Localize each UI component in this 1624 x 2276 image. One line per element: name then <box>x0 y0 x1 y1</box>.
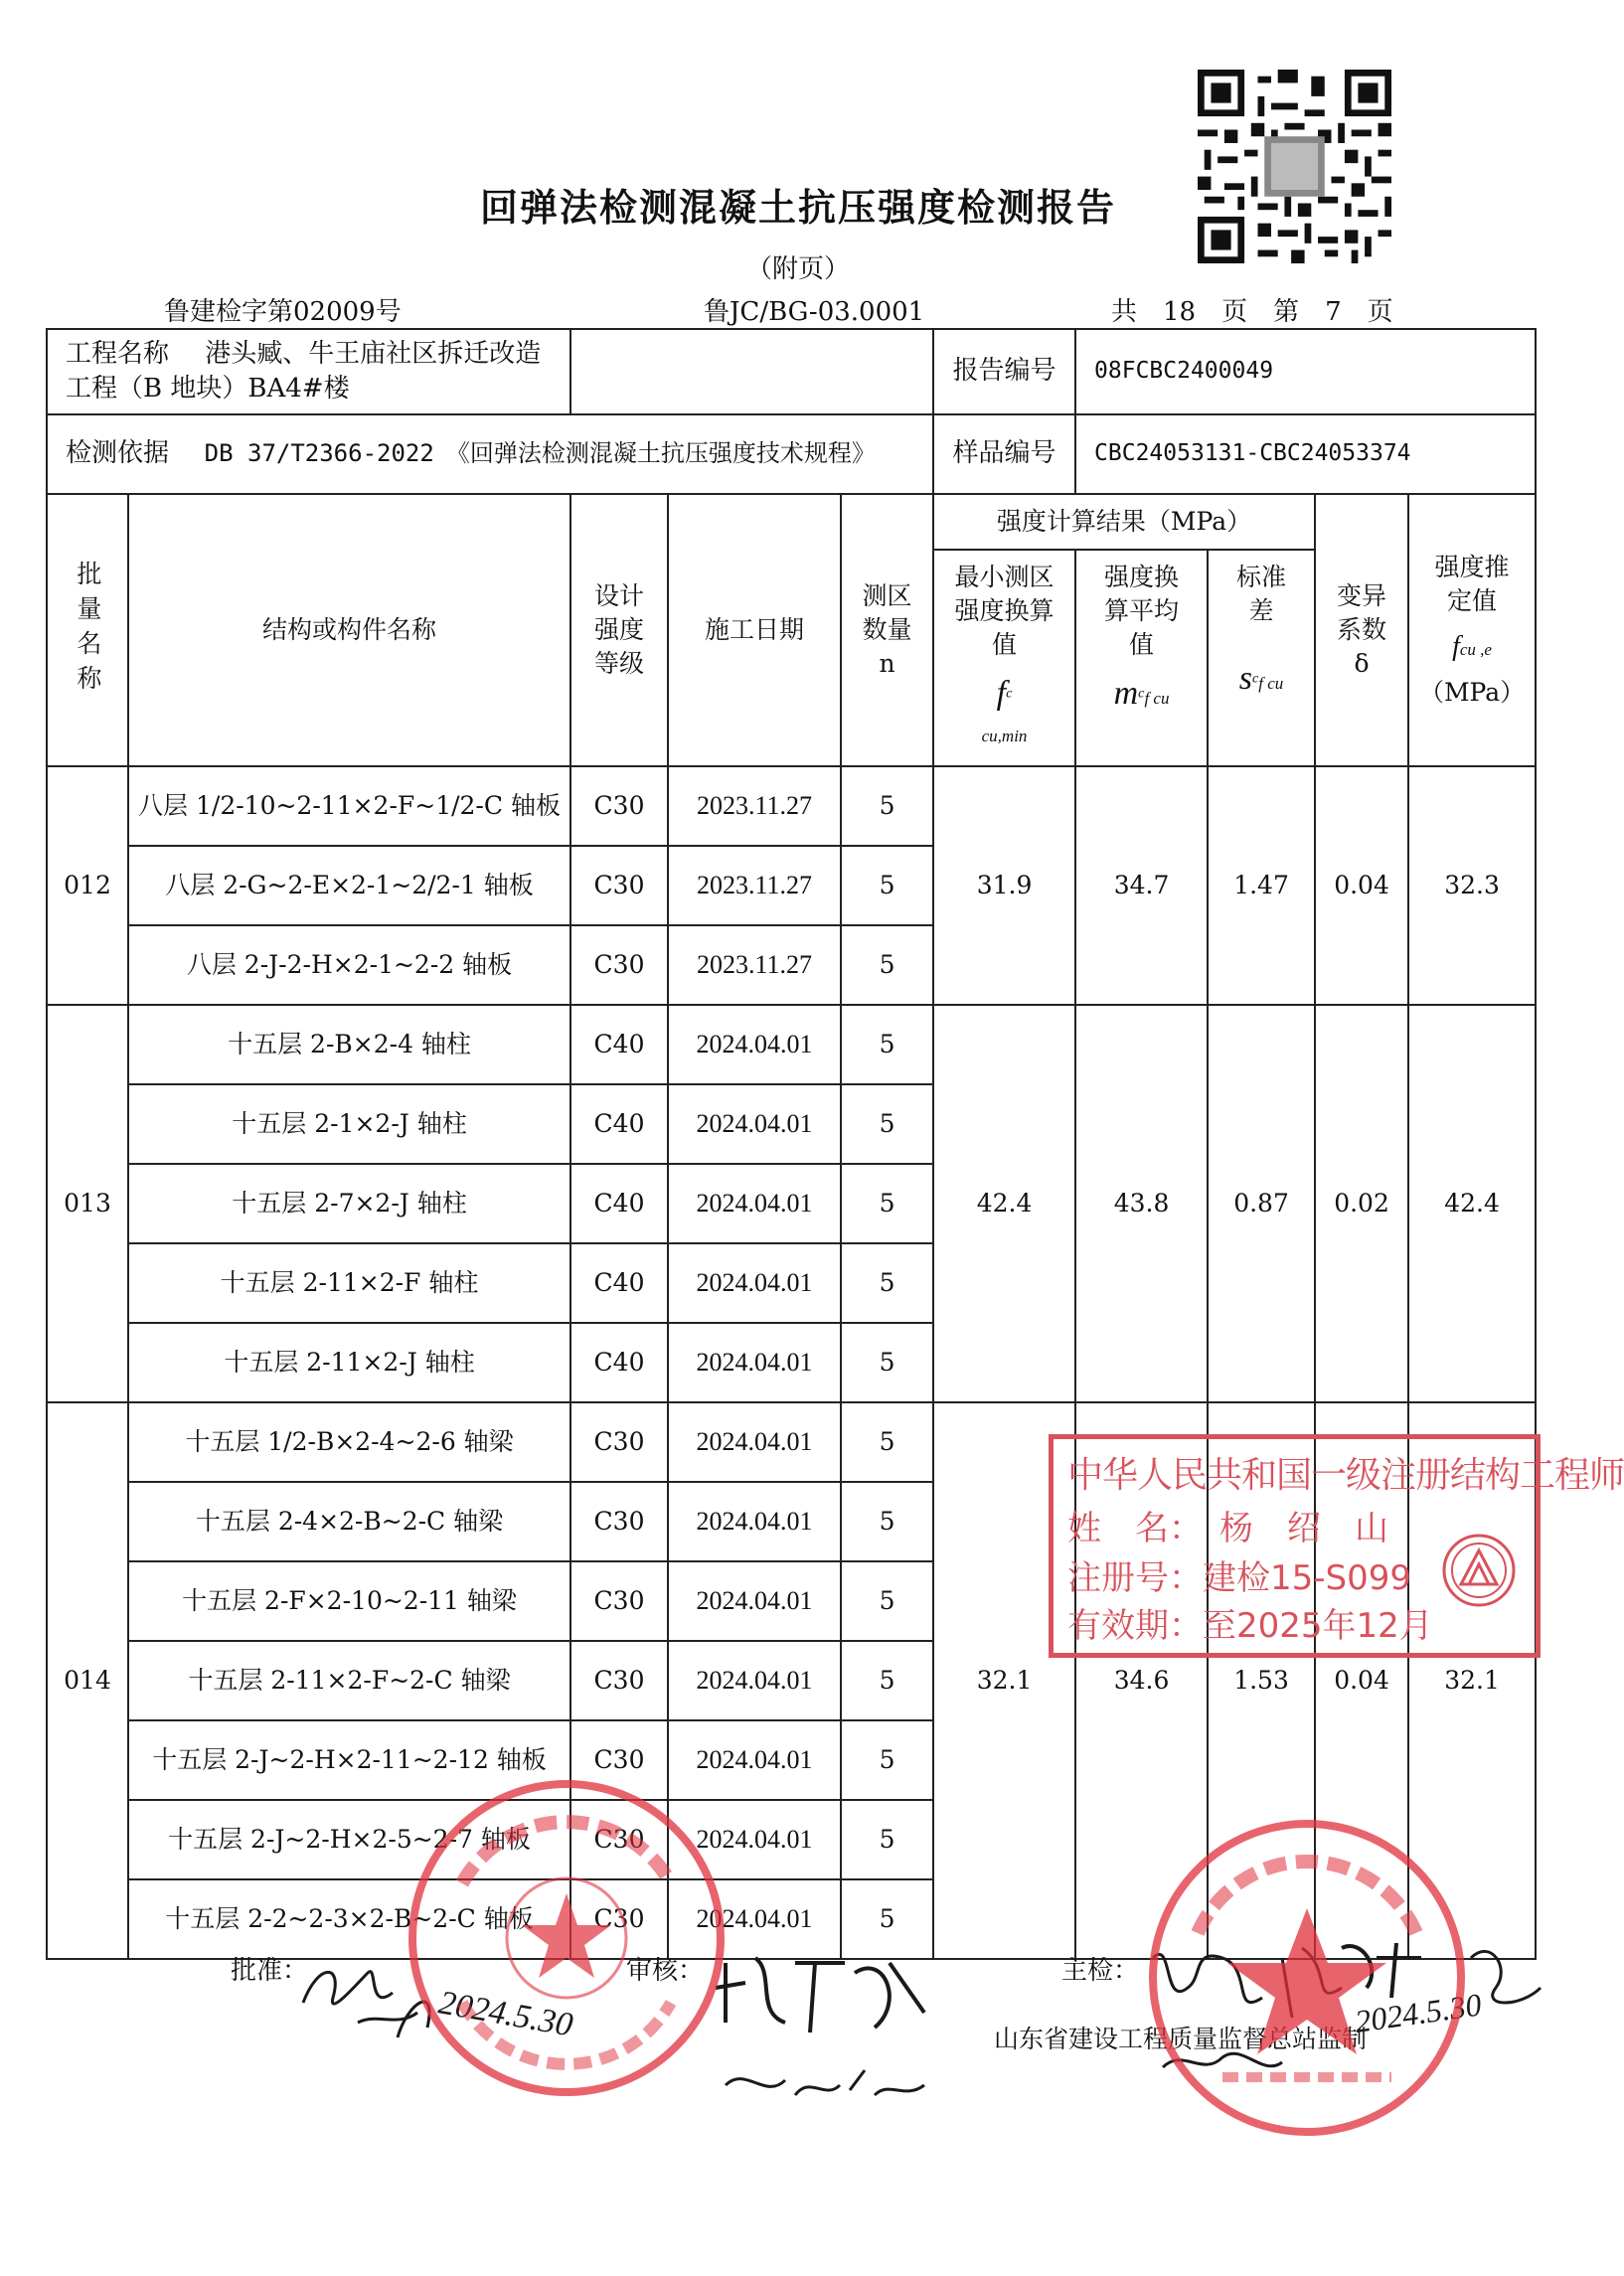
std-dev-cell: 1.47 <box>1208 766 1315 1005</box>
engineering-quality-seal <box>1143 1814 1471 2142</box>
estimated-strength-cell: 42.4 <box>1408 1005 1536 1402</box>
form-code: 鲁JC/BG-03.0001 <box>704 297 925 327</box>
min-strength-cell: 32.1 <box>933 1402 1075 1959</box>
basis-label: 检测依据 <box>66 438 170 469</box>
zones-cell: 5 <box>841 1879 933 1959</box>
col-grade-header: 设计强度等级 <box>570 494 668 766</box>
col-min-header: 最小测区强度换算值 <box>954 563 1055 659</box>
date-cell: 2024.04.01 <box>668 1084 841 1164</box>
cov-cell: 0.02 <box>1315 1005 1408 1402</box>
grade-cell: C30 <box>570 1879 668 1959</box>
grade-cell: C40 <box>570 1084 668 1164</box>
date-cell: 2024.04.01 <box>668 1720 841 1800</box>
zones-cell: 5 <box>841 1641 933 1720</box>
zones-cell: 5 <box>841 925 933 1005</box>
col-min-symbol: $f^c$ cu,min <box>981 675 1028 746</box>
member-name-cell: 十五层 2-2~2-3×2-B~2-C 轴板 <box>128 1879 570 1959</box>
reviewer-date-mark <box>716 2045 954 2115</box>
report-table <box>46 328 1537 1960</box>
approve-label: 批准： <box>231 1956 309 1986</box>
min-strength-cell: 31.9 <box>933 766 1075 1005</box>
grade-cell: C40 <box>570 1005 668 1084</box>
member-name-cell: 十五层 2-J~2-H×2-5~2-7 轴板 <box>128 1800 570 1879</box>
reviewer-signature <box>716 1943 934 2042</box>
footer-text: 山东省建设工程质量监督总站监制 <box>994 2025 1368 2053</box>
cert-number: 鲁建检字第02009号 <box>164 297 402 327</box>
member-name-cell: 十五层 2-11×2-F 轴柱 <box>128 1243 570 1323</box>
date-cell: 2023.11.27 <box>668 766 841 846</box>
engineer-stamp-title: 中华人民共和国一级注册结构工程师 <box>1067 1455 1624 1496</box>
member-name-cell: 十五层 2-7×2-J 轴柱 <box>128 1164 570 1243</box>
std-dev-cell: 0.87 <box>1208 1005 1315 1402</box>
member-name-cell: 八层 2-J-2-H×2-1~2-2 轴板 <box>128 925 570 1005</box>
date-cell: 2023.11.27 <box>668 925 841 1005</box>
col-cov-header: 变异系数δ <box>1315 494 1408 766</box>
sample-no-value: CBC24053131-CBC24053374 <box>1075 414 1536 494</box>
mean-strength-cell: 34.7 <box>1075 766 1208 1005</box>
member-name-cell: 十五层 2-1×2-J 轴柱 <box>128 1084 570 1164</box>
grade-cell: C30 <box>570 1720 668 1800</box>
basis-value: DB 37/T2366-2022 《回弹法检测混凝土抗压强度技术规程》 <box>204 439 876 468</box>
grade-cell: C30 <box>570 1482 668 1561</box>
col-batch-header: 批量名称 <box>47 494 128 766</box>
testing-station-seal <box>403 1774 731 2102</box>
date-cell: 2024.04.01 <box>668 1641 841 1720</box>
zones-cell: 5 <box>841 846 933 925</box>
date-cell: 2024.04.01 <box>668 1879 841 1959</box>
engineer-stamp-valid: 有效期：至2025年12月 <box>1067 1606 1433 1646</box>
col-zones-header: 测区数量n <box>841 494 933 766</box>
batch-name-cell: 014 <box>47 1402 128 1959</box>
member-name-cell: 十五层 1/2-B×2-4~2-6 轴梁 <box>128 1402 570 1482</box>
engineer-stamp-reg: 注册号：建检15-S099 <box>1067 1558 1412 1598</box>
date-cell: 2024.04.01 <box>668 1243 841 1323</box>
grade-cell: C40 <box>570 1323 668 1402</box>
member-name-cell: 十五层 2-F×2-10~2-11 轴梁 <box>128 1561 570 1641</box>
date-cell: 2024.04.01 <box>668 1164 841 1243</box>
zones-cell: 5 <box>841 1164 933 1243</box>
review-label: 审核： <box>626 1956 705 1986</box>
zones-cell: 5 <box>841 1720 933 1800</box>
report-subtitle: （附页） <box>745 254 850 284</box>
std-dev-cell: 1.53 <box>1208 1402 1315 1959</box>
col-date-header: 施工日期 <box>668 494 841 766</box>
engineer-emblem-icon <box>1439 1531 1519 1610</box>
member-name-cell: 十五层 2-J~2-H×2-11~2-12 轴板 <box>128 1720 570 1800</box>
page-counter: 共 18 页 第 7 页 <box>1111 297 1393 327</box>
table-row <box>47 1005 1536 1084</box>
cov-cell: 0.04 <box>1315 1402 1408 1959</box>
grade-cell: C40 <box>570 1164 668 1243</box>
col-est-symbol: fcu ,e <box>1452 630 1492 662</box>
grade-cell: C30 <box>570 846 668 925</box>
member-name-cell: 八层 1/2-10~2-11×2-F~1/2-C 轴板 <box>128 766 570 846</box>
zones-cell: 5 <box>841 1243 933 1323</box>
col-est-unit: （MPa） <box>1418 677 1526 707</box>
approver-date: 2024.5.30 <box>435 1984 575 2044</box>
report-no-label: 报告编号 <box>933 329 1075 414</box>
test-label: 主检： <box>1061 1956 1140 1986</box>
col-mean-symbol: $m^cf$ cu <box>1113 675 1170 713</box>
table-row <box>47 766 1536 846</box>
report-no-value: 08FCBC2400049 <box>1075 329 1536 414</box>
zones-cell: 5 <box>841 1402 933 1482</box>
report-title: 回弹法检测混凝土抗压强度检测报告 <box>479 185 1116 230</box>
engineer-stamp <box>1049 1434 1624 1658</box>
col-member-header: 结构或构件名称 <box>128 494 570 766</box>
date-cell: 2024.04.01 <box>668 1005 841 1084</box>
date-cell: 2024.04.01 <box>668 1561 841 1641</box>
grade-cell: C30 <box>570 1561 668 1641</box>
member-name-cell: 八层 2-G~2-E×2-1~2/2-1 轴板 <box>128 846 570 925</box>
zones-cell: 5 <box>841 1323 933 1402</box>
qr-code-icon <box>1198 70 1391 263</box>
estimated-strength-cell: 32.1 <box>1408 1402 1536 1959</box>
date-cell: 2024.04.01 <box>668 1800 841 1879</box>
grade-cell: C30 <box>570 1800 668 1879</box>
mean-strength-cell: 43.8 <box>1075 1005 1208 1402</box>
date-cell: 2024.04.01 <box>668 1482 841 1561</box>
col-est-label: 强度推定值 <box>1434 553 1510 616</box>
date-cell: 2024.04.01 <box>668 1323 841 1402</box>
grade-cell: C30 <box>570 766 668 846</box>
zones-cell: 5 <box>841 1800 933 1879</box>
zones-cell: 5 <box>841 1005 933 1084</box>
batch-name-cell: 012 <box>47 766 128 1005</box>
project-value: 港头臧、牛王庙社区拆迁改造工程（B 地块）BA4#楼 <box>66 338 542 404</box>
min-strength-cell: 42.4 <box>933 1005 1075 1402</box>
zones-cell: 5 <box>841 1084 933 1164</box>
col-mean-header: 强度换算平均值 <box>1104 563 1180 659</box>
col-calc-group-header: 强度计算结果（MPa） <box>933 494 1315 550</box>
mean-strength-cell: 34.6 <box>1075 1402 1208 1959</box>
grade-cell: C30 <box>570 925 668 1005</box>
member-name-cell: 十五层 2-B×2-4 轴柱 <box>128 1005 570 1084</box>
zones-cell: 5 <box>841 1561 933 1641</box>
col-est-header <box>1408 494 1536 766</box>
grade-cell: C30 <box>570 1402 668 1482</box>
grade-cell: C40 <box>570 1243 668 1323</box>
zones-cell: 5 <box>841 1482 933 1561</box>
col-std-header: 标准差 <box>1236 563 1287 625</box>
project-label: 工程名称 <box>66 338 170 369</box>
cov-cell: 0.04 <box>1315 766 1408 1005</box>
member-name-cell: 十五层 2-11×2-J 轴柱 <box>128 1323 570 1402</box>
col-std-symbol: $s^cf$ cu <box>1238 659 1284 697</box>
member-name-cell: 十五层 2-11×2-F~2-C 轴梁 <box>128 1641 570 1720</box>
engineer-stamp-name: 姓 名： 杨 绍 山 <box>1067 1509 1388 1548</box>
batch-name-cell: 013 <box>47 1005 128 1402</box>
estimated-strength-cell: 32.3 <box>1408 766 1536 1005</box>
date-cell: 2023.11.27 <box>668 846 841 925</box>
sample-no-label: 样品编号 <box>933 414 1075 494</box>
grade-cell: C30 <box>570 1641 668 1720</box>
tester-date: 2024.5.30 <box>1352 1986 1484 2039</box>
date-cell: 2024.04.01 <box>668 1402 841 1482</box>
member-name-cell: 十五层 2-4×2-B~2-C 轴梁 <box>128 1482 570 1561</box>
zones-cell: 5 <box>841 766 933 846</box>
